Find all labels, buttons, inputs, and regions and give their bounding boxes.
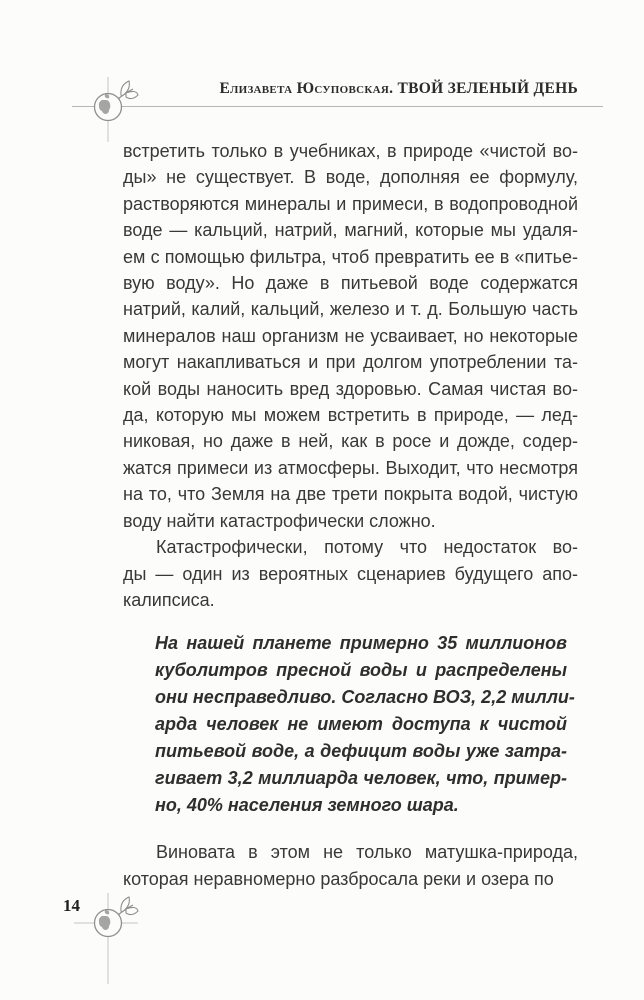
paragraph: [123, 534, 578, 613]
text-column: [123, 138, 578, 892]
header-rule: [72, 106, 603, 107]
text-line: ды» не существует. В воде, дополняя ее формулу,: [123, 167, 578, 188]
text-line: Виновата в этом не только матушка-природа,: [156, 842, 578, 863]
text-line: они несправедливо. Согласно ВОЗ, 2,2 милли-: [155, 687, 575, 708]
text-line: натрий, калий, кальций, железо и т. д. Большую часть: [123, 299, 578, 320]
text-line: арда человек не имеют доступа к чистой: [155, 714, 567, 735]
globe-with-sprout-icon: [74, 74, 140, 144]
text-line: которая неравномерно разбросала реки и озера по: [123, 868, 554, 889]
text-line: На нашей планете примерно 35 миллионов: [155, 633, 567, 654]
text-line: вую воду». Но даже в питьевой воде содержатся: [123, 273, 578, 294]
text-line: да, которую мы можем встретить в природе, — лед-: [123, 405, 578, 426]
text-line: кой воды наносить вред здоровью. Самая чистая во-: [123, 378, 578, 399]
text-line: питьевой воде, а дефицит воды уже затра-: [155, 741, 567, 762]
text-line: никовая, но даже в ней, как в росе и дожде, содер-: [123, 431, 578, 452]
text-line: воде — кальций, натрий, магний, которые мы удаля-: [123, 220, 578, 241]
running-title: Елизавета Юсуповская. ТВОЙ ЗЕЛЕНЫЙ ДЕНЬ: [219, 80, 578, 97]
paragraph: [123, 839, 578, 892]
text-line: растворяются минералы и примеси, в водопроводной: [123, 193, 578, 214]
text-line: куболитров пресной воды и распределены: [155, 660, 567, 681]
text-line: гивает 3,2 миллиарда человек, что, пример-: [155, 768, 567, 789]
text-line: на то, что Земля на две трети покрыта водой, чистую: [123, 484, 578, 505]
text-line: могут накапливаться и при долгом употреблении та-: [123, 352, 578, 373]
page-number: 14: [63, 896, 80, 915]
globe-with-sprout-icon: [74, 888, 140, 988]
quote-block: [155, 630, 575, 819]
text-line: Катастрофически, потому что недостаток во-: [156, 537, 578, 558]
paragraph: [123, 138, 578, 534]
text-line: ды — один из вероятных сценариев будущего апо-: [123, 563, 578, 584]
text-line: жатся примеси из атмосферы. Выходит, что несмотря: [123, 457, 578, 478]
text-line: калипсиса.: [123, 589, 215, 610]
text-line: минералов наш организм не усваивает, но некоторые: [123, 325, 578, 346]
text-line: ем с помощью фильтра, чтоб превратить ее в «питье-: [123, 246, 578, 267]
text-line: но, 40% населения земного шара.: [155, 795, 459, 816]
text-line: встретить только в учебниках, в природе «чистой во-: [123, 141, 578, 161]
text-line: воду найти катастрофически сложно.: [123, 510, 436, 531]
